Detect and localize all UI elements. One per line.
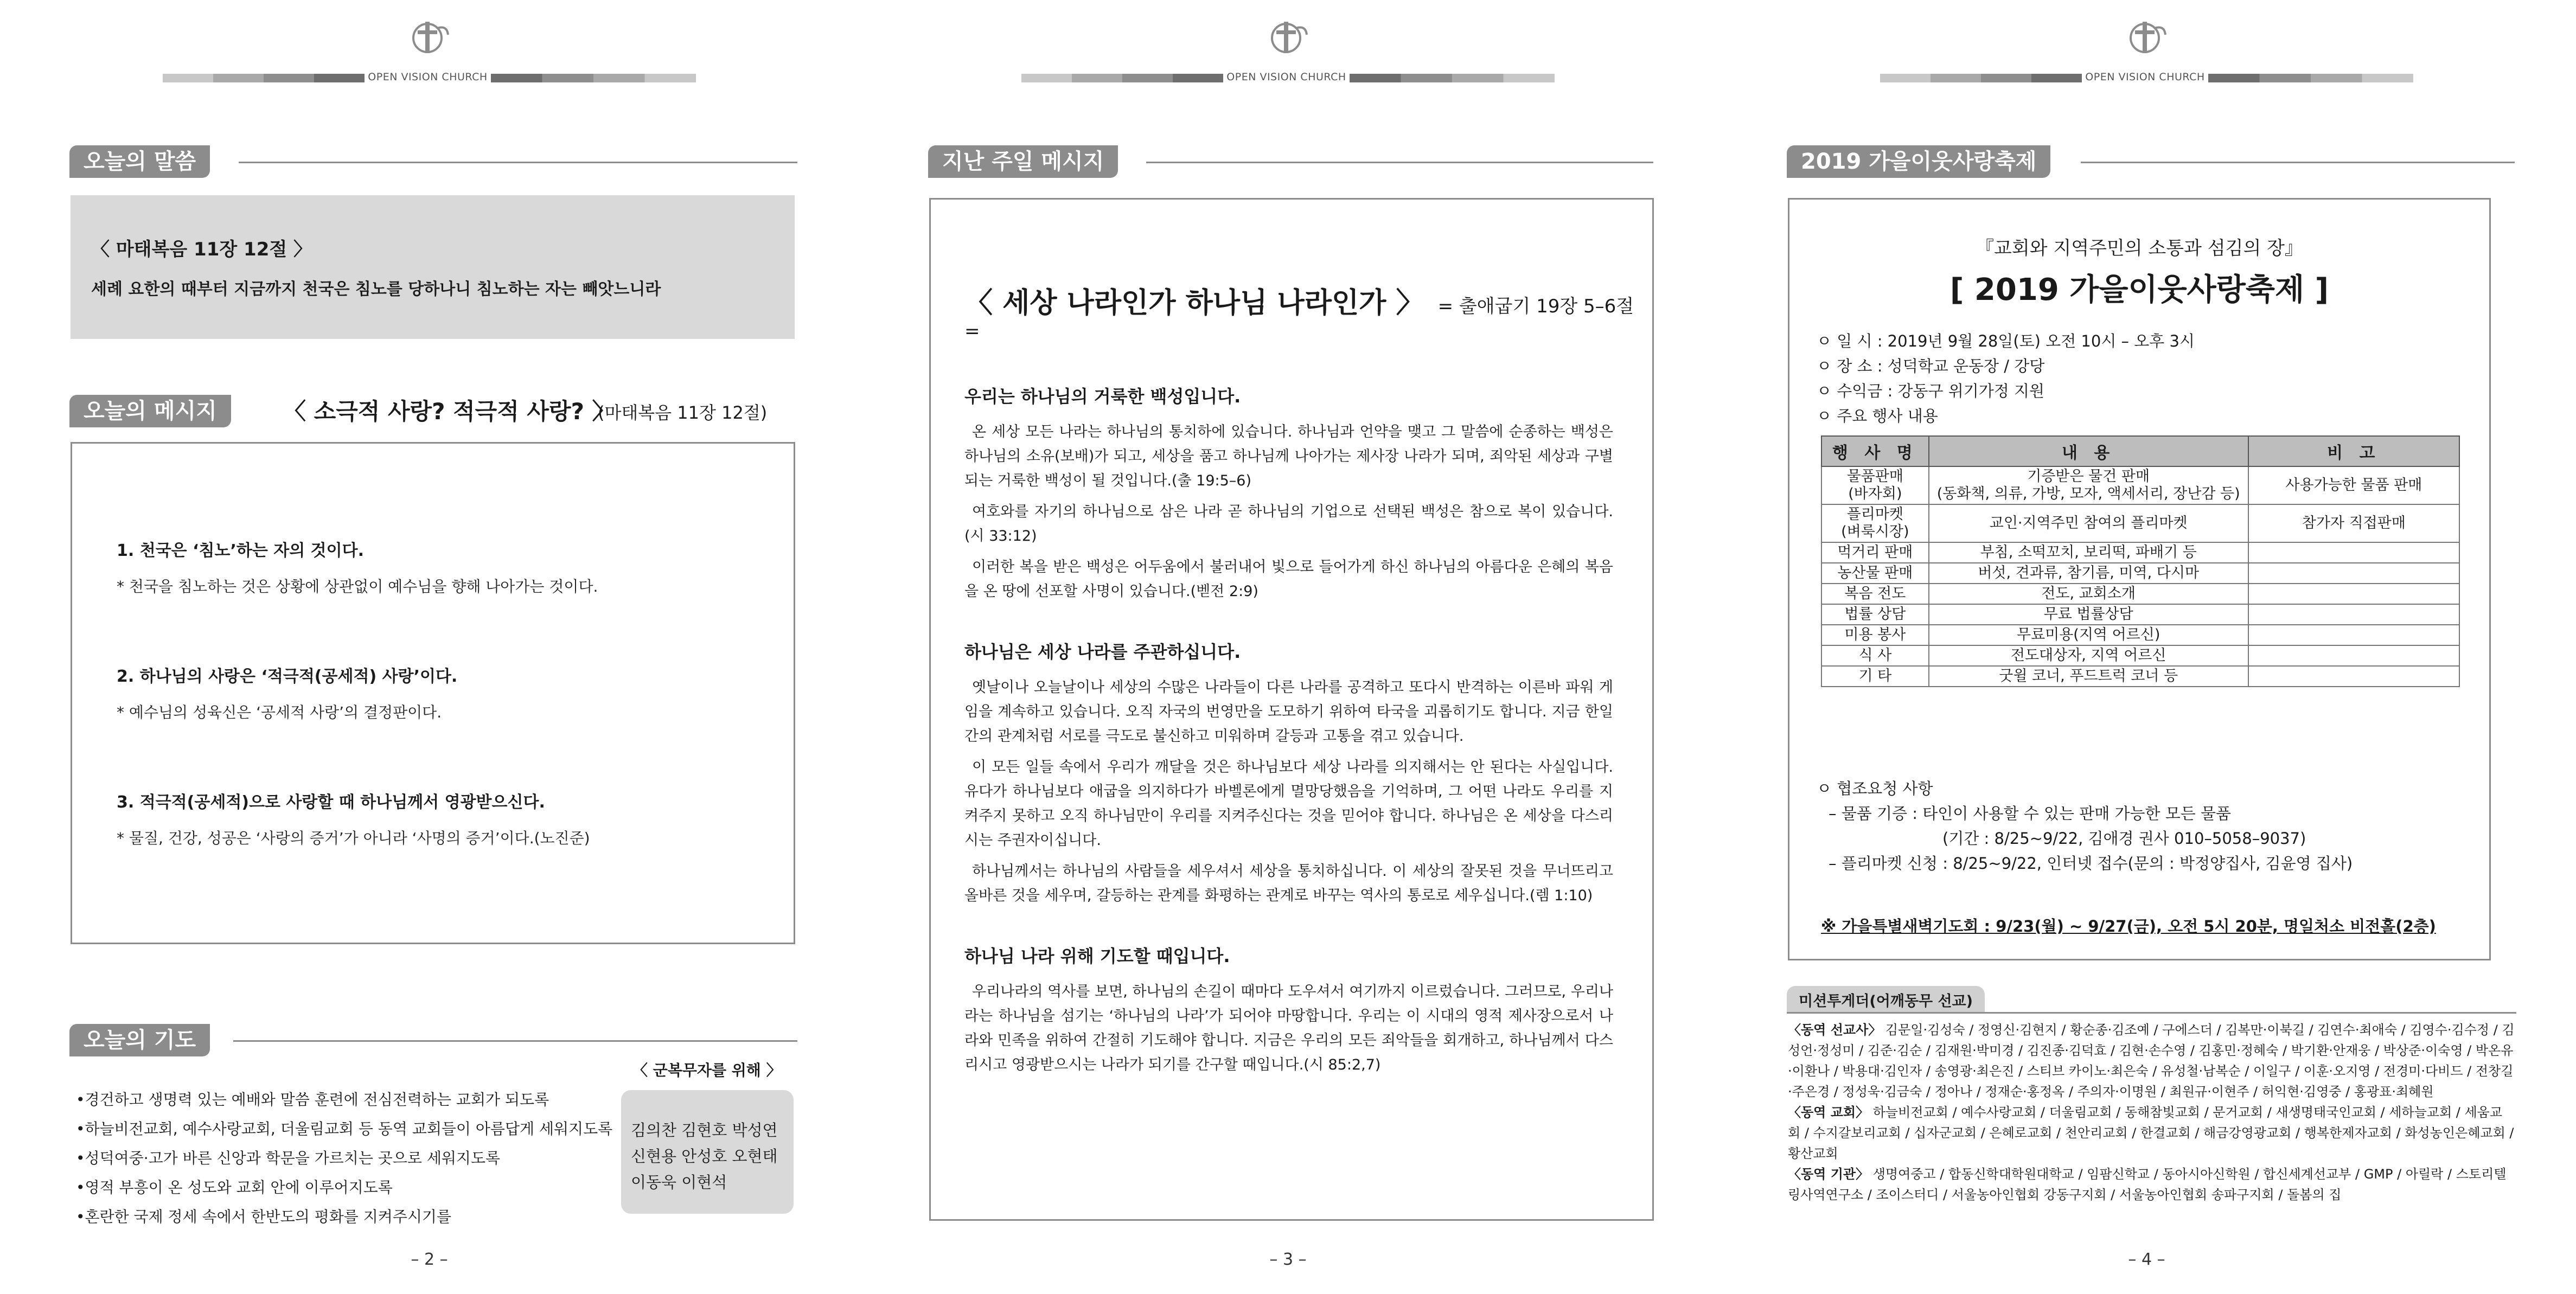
table-cell: 전도, 교회소개 bbox=[1929, 584, 2248, 604]
coop-line: – 플리마켓 신청 : 8/25~9/22, 인터넷 접수(문의 : 박정양집사, 김윤영 집사) bbox=[1829, 854, 2353, 873]
festival-tab: 2019 가을이웃사랑축제 bbox=[1787, 145, 2050, 178]
table-cell: 물품판매 (바자회) bbox=[1821, 466, 1929, 504]
table-row bbox=[1821, 625, 2459, 645]
table-cell: 굿윌 코너, 푸드트럭 코너 등 bbox=[1929, 666, 2248, 687]
sermon-paragraph: 이러한 복을 받은 백성은 어두움에서 불러내어 빛으로 들어가게 하신 하나님의 아름다운 은혜의 복음을 온 땅에 선포할 사명이 있습니다.(벧전 2:9) bbox=[964, 559, 1613, 600]
page-3 bbox=[859, 0, 1717, 1294]
missions-body bbox=[1788, 1020, 2515, 1205]
sermon-body bbox=[964, 383, 1613, 1084]
table-row bbox=[1821, 542, 2459, 563]
header-bar-right bbox=[2208, 74, 2413, 82]
sermon-paragraph: 여호와를 자기의 하나님으로 삼은 나라 곧 하나님의 기업으로 선택된 백성은 참으로 복이 있습니다.(시 33:12) bbox=[964, 503, 1613, 544]
army-box bbox=[621, 1090, 794, 1214]
army-names-line: 이동욱 이현석 bbox=[631, 1173, 727, 1191]
table-cell: 미용 봉사 bbox=[1821, 625, 1929, 645]
church-logo-icon bbox=[409, 18, 450, 54]
table-cell: 사용가능한 물품 판매 bbox=[2248, 466, 2459, 504]
point-sub: * 예수님의 성육신은 ‘공세적 사랑’의 결정판이다. bbox=[117, 703, 442, 721]
mission-group-label: 〈동역 기관〉 bbox=[1788, 1167, 1869, 1182]
message-frame bbox=[71, 442, 795, 944]
missions-tab: 미션투게더(어깨동무 선교) bbox=[1787, 986, 1985, 1014]
table-cell: 버섯, 견과류, 참기름, 미역, 다시마 bbox=[1929, 563, 2248, 584]
table-cell: 농산물 판매 bbox=[1821, 563, 1929, 584]
dawn-prayer-notice: ※ 가을특별새벽기도회 : 9/23(월) ~ 9/27(금), 오전 5시 20분, 명일처소 비전홀(2층) bbox=[1821, 917, 2436, 936]
church-name: OPEN VISION CHURCH bbox=[368, 71, 488, 83]
sermon-frame bbox=[929, 198, 1654, 1221]
last-message-tab: 지난 주일 메시지 bbox=[928, 145, 1118, 178]
prayer-section-tab: 오늘의 기도 bbox=[69, 1024, 210, 1056]
festival-frame bbox=[1788, 198, 2491, 960]
army-names bbox=[631, 1117, 778, 1195]
event-table bbox=[1821, 435, 2460, 687]
point-sub: * 천국을 침노하는 것은 상황에 상관없이 예수님을 향해 나아가는 것이다. bbox=[117, 578, 598, 595]
mission-group-label: 〈동역 선교사〉 bbox=[1788, 1022, 1882, 1037]
point-heading: 2. 하나님의 사랑은 ‘적극적(공세적) 사랑’이다. bbox=[117, 667, 458, 686]
table-row bbox=[1821, 504, 2459, 542]
mission-group bbox=[1788, 1020, 2515, 1102]
header-bar-left bbox=[163, 74, 365, 82]
page-number: – 2 – bbox=[411, 1250, 448, 1269]
table-cell: 전도대상자, 지역 어르신 bbox=[1929, 645, 2248, 666]
table-cell bbox=[2248, 625, 2459, 645]
tab-line bbox=[239, 162, 797, 163]
tab-line bbox=[1146, 162, 1653, 163]
church-logo-icon bbox=[1268, 18, 1309, 54]
prayer-item: •경건하고 생명력 있는 예배와 말씀 훈련에 전심전력하는 교회가 되도록 bbox=[76, 1091, 549, 1109]
info-line: ㅇ 장 소 : 성덕학교 운동장 / 강당 bbox=[1817, 357, 2045, 375]
table-cell: 식 사 bbox=[1821, 645, 1929, 666]
festival-info bbox=[1817, 329, 2195, 428]
sermon-title: 〈 세상 나라인가 하나님 나라인가 〉 bbox=[964, 287, 1424, 319]
sermon-paragraph: 하나님께서는 하나님의 사람들을 세우셔서 세상을 통치하십니다. 이 세상의 잘못된 것을 무너뜨리고 올바른 것을 세우며, 갈등하는 관계를 화평하는 관계로 바꾸는 역사의 통로로 세우십니다.(렘 1:10) bbox=[964, 863, 1613, 904]
church-logo-icon bbox=[2126, 18, 2168, 54]
coop-line: ㅇ 협조요청 사항 bbox=[1817, 779, 1933, 798]
message-ref: (마태복음 11장 12절) bbox=[598, 402, 768, 423]
message-title: 〈 소극적 사랑? 적극적 사랑? 〉 bbox=[283, 398, 615, 425]
sermon-paragraph: 이 모든 일들 속에서 우리가 깨달을 것은 하나님보다 세상 나라를 의지해서는 안 된다는 사실입니다. 유다가 하나님보다 애굽을 의지하다가 바벨론에게 멸망당했음을 기억하며, 그 어떤 나라도 우리를 지켜주지 못하고 오직 하나님만이 우리를 지켜주신다는 것을 믿어야 합니다. 하나님은 온 세상을 다스리시는 주권자이십니다. bbox=[964, 759, 1613, 849]
verse-ref: 〈 마태복음 11장 12절 〉 bbox=[91, 239, 312, 260]
mission-group-label: 〈동역 교회〉 bbox=[1788, 1105, 1869, 1120]
column-header: 비 고 bbox=[2248, 436, 2459, 466]
table-row bbox=[1821, 563, 2459, 584]
table-cell bbox=[2248, 542, 2459, 563]
church-name: OPEN VISION CHURCH bbox=[2085, 71, 2205, 83]
page-4 bbox=[1717, 0, 2576, 1294]
sermon-paragraph: 옛날이나 오늘날이나 세상의 수많은 나라들이 다른 나라를 공격하고 또다시 반격하는 이른바 파워 게임을 계속하고 있습니다. 오직 자국의 번영만을 도모하기 위하여 타국을 괴롭히기도 합니다. 지금 한일간의 관계처럼 서로를 극도로 불신하고 미워하며 갈등과 고통을 겪고 있습니다. bbox=[964, 679, 1613, 745]
table-cell: 플리마켓 (벼룩시장) bbox=[1821, 504, 1929, 542]
sermon-title-row bbox=[964, 280, 1652, 342]
coop-line: – 물품 기증 : 타인이 사용할 수 있는 판매 가능한 모든 물품 bbox=[1829, 804, 2231, 823]
army-names-line: 신현용 안성호 오현태 bbox=[631, 1147, 778, 1165]
table-cell bbox=[2248, 563, 2459, 584]
tab-line bbox=[233, 1040, 797, 1042]
message-section-tab: 오늘의 메시지 bbox=[69, 395, 231, 427]
festival-subtitle: 『교회와 지역주민의 소통과 섬김의 장』 bbox=[1976, 238, 2303, 259]
info-line: ㅇ 수익금 : 강동구 위기가정 지원 bbox=[1817, 382, 2045, 400]
event-table-body bbox=[1821, 466, 2459, 687]
tab-line bbox=[2081, 162, 2515, 163]
message-point bbox=[117, 789, 590, 848]
verse-text: 세례 요한의 때부터 지금까지 천국은 침노를 당하나니 침노하는 자는 빼앗느니라 bbox=[91, 280, 661, 299]
army-names-line: 김의찬 김현호 박성연 bbox=[631, 1121, 778, 1139]
verse-box bbox=[71, 195, 795, 339]
mission-group-text: 하늘비전교회 / 예수사랑교회 / 더울림교회 / 동해참빛교회 / 문거교회 / 새생명태국인교회 / 세하늘교회 / 세움교회 / 수지갈보리교회 / 십자군교회 / 은혜로교회 / 천안리교회 / 한결교회 / 해금강영광교회 / 행복한제자교회 / 화성농인은혜교회 / 황산교회 bbox=[1788, 1105, 2514, 1161]
page-header bbox=[1717, 15, 2576, 83]
table-cell: 기 타 bbox=[1821, 666, 1929, 687]
table-cell: 먹거리 판매 bbox=[1821, 542, 1929, 563]
tab-line bbox=[1787, 1012, 2516, 1014]
sermon-heading: 하나님은 세상 나라를 주관하십니다. bbox=[964, 642, 1241, 662]
page-header bbox=[859, 15, 1717, 83]
sermon-paragraph: 온 세상 모든 나라는 하나님의 통치하에 있습니다. 하나님과 언약을 맺고 그 말씀에 순종하는 백성은 하나님의 소유(보배)가 되고, 세상을 품고 하나님께 나아가는 제사장 나라가 되며, 죄악된 세상과 구별되는 거룩한 백성이 될 것입니다.(출 19:5–6) bbox=[964, 424, 1613, 489]
prayer-item: •성덕여중·고가 바른 신앙과 학문을 가르치는 곳으로 세워지도록 bbox=[76, 1149, 501, 1167]
table-cell bbox=[2248, 666, 2459, 687]
table-row bbox=[1821, 584, 2459, 604]
table-cell: 무료 법률상담 bbox=[1929, 604, 2248, 625]
table-cell: 복음 전도 bbox=[1821, 584, 1929, 604]
table-header-row bbox=[1821, 436, 2459, 466]
prayer-item: •혼란한 국제 정세 속에서 한반도의 평화를 지켜주시기를 bbox=[76, 1208, 452, 1226]
info-line: ㅇ 일 시 : 2019년 9월 28일(토) 오전 10시 – 오후 3시 bbox=[1817, 332, 2195, 350]
coop-line: (기간 : 8/25~9/22, 김애경 권사 010–5058–9037) bbox=[1942, 829, 2306, 848]
army-title: 〈 군복무자를 위해 〉 bbox=[632, 1061, 782, 1079]
info-line: ㅇ 주요 행사 내용 bbox=[1817, 407, 1938, 425]
point-heading: 3. 적극적(공세적)으로 사랑할 때 하나님께서 영광받으신다. bbox=[117, 793, 545, 812]
mission-group-text: 김문일·김성숙 / 정영신·김현지 / 황순종·김조예 / 구에스더 / 김복만·이북길 / 김연수·최애숙 / 김영수·김수정 / 김성언·정성미 / 김준·김순 / 김재원·박미경 / 김진종·김덕효 / 김현·손수영 / 김홍민·정혜숙 / 박기환·안재웅 / 박상준·이숙영 / 박온유·이환나 / 박용대·김인자 / 송영광·최은진 / 스티브 카이노·최은숙 / 유성철·남복순 / 이일구 / 이훈·오지영 / 전경미·다비드 / 전창길·주은경 / 정성욱·김금숙 / 정아나 / 정재순·홍정옥 / 주의자·이명원 / 최원규·이현주 / 허익현·김영중 / 홍광표·최혜원 bbox=[1788, 1022, 2515, 1099]
column-header: 내 용 bbox=[1929, 436, 2248, 466]
table-row bbox=[1821, 466, 2459, 504]
sermon-heading: 우리는 하나님의 거룩한 백성입니다. bbox=[964, 386, 1241, 407]
page-header bbox=[0, 15, 859, 83]
header-bar-right bbox=[491, 74, 696, 82]
header-bar-right bbox=[1350, 74, 1555, 82]
prayer-item: •영적 부흥이 온 성도와 교회 안에 이루어지도록 bbox=[76, 1178, 393, 1196]
message-point bbox=[117, 537, 598, 597]
message-point bbox=[117, 663, 457, 722]
header-bar-left bbox=[1021, 74, 1223, 82]
table-cell: 기증받은 물건 판매 (동화책, 의류, 가방, 모자, 액세서리, 장난감 등) bbox=[1929, 466, 2248, 504]
page-number: – 3 – bbox=[1269, 1250, 1307, 1269]
table-cell: 무료미용(지역 어르신) bbox=[1929, 625, 2248, 645]
festival-title: [ 2019 가을이웃사랑축제 ] bbox=[1949, 272, 2329, 308]
point-heading: 1. 천국은 ‘침노’하는 자의 것이다. bbox=[117, 541, 364, 560]
header-bar-left bbox=[1880, 74, 2082, 82]
mission-group bbox=[1788, 1102, 2515, 1164]
page-number: – 4 – bbox=[2128, 1250, 2165, 1269]
table-cell: 법률 상담 bbox=[1821, 604, 1929, 625]
mission-group bbox=[1788, 1164, 2515, 1205]
prayer-list bbox=[76, 1088, 612, 1234]
page-2 bbox=[0, 0, 859, 1294]
table-cell bbox=[2248, 584, 2459, 604]
column-header: 행 사 명 bbox=[1821, 436, 1929, 466]
table-row bbox=[1821, 604, 2459, 625]
point-sub: * 물질, 건강, 성공은 ‘사랑의 증거’가 아니라 ‘사명의 증거’이다.(노진준) bbox=[117, 829, 590, 847]
table-cell: 교인·지역주민 참여의 플리마켓 bbox=[1929, 504, 2248, 542]
prayer-item: •하늘비전교회, 예수사랑교회, 더울림교회 등 동역 교회들이 아름답게 세워지도록 bbox=[76, 1120, 613, 1138]
table-cell bbox=[2248, 604, 2459, 625]
coop-requests bbox=[1817, 776, 2353, 876]
word-section-tab: 오늘의 말씀 bbox=[69, 145, 210, 178]
mission-group-text: 생명여중고 / 합동신학대학원대학교 / 임팜신학교 / 동아시아신학원 / 합신세계선교부 / GMP / 아릴락 / 스토리텔링사역연구소 / 조이스터디 / 서울농아인협회 강동구지회 / 서울농아인협회 송파구지회 / 돌봄의 집 bbox=[1788, 1167, 2507, 1202]
table-cell bbox=[2248, 645, 2459, 666]
table-cell: 참가자 직접판매 bbox=[2248, 504, 2459, 542]
church-name: OPEN VISION CHURCH bbox=[1226, 71, 1346, 83]
table-row bbox=[1821, 645, 2459, 666]
sermon-paragraph: 우리나라의 역사를 보면, 하나님의 손길이 때마다 도우셔서 여기까지 이르렀습니다. 그러므로, 우리나라는 하나님을 섬기는 ‘하나님의 나라’가 되어야 마땅합니다. 우리는 이 시대의 영적 제사장으로서 나라와 민족을 위하여 간절히 기도해야 합니다. 지금은 우리의 모든 죄악들을 회개하고, 하나님께서 다스리시고 영광받으시는 나라가 되기를 간구할 때입니다.(시 85:2,7) bbox=[964, 983, 1613, 1073]
sermon-ref: = 출애굽기 19장 5–6절 = bbox=[964, 296, 1634, 342]
table-row bbox=[1821, 666, 2459, 687]
sermon-heading: 하나님 나라 위해 기도할 때입니다. bbox=[964, 946, 1230, 966]
table-cell: 부침, 소떡꼬치, 보리떡, 파배기 등 bbox=[1929, 542, 2248, 563]
